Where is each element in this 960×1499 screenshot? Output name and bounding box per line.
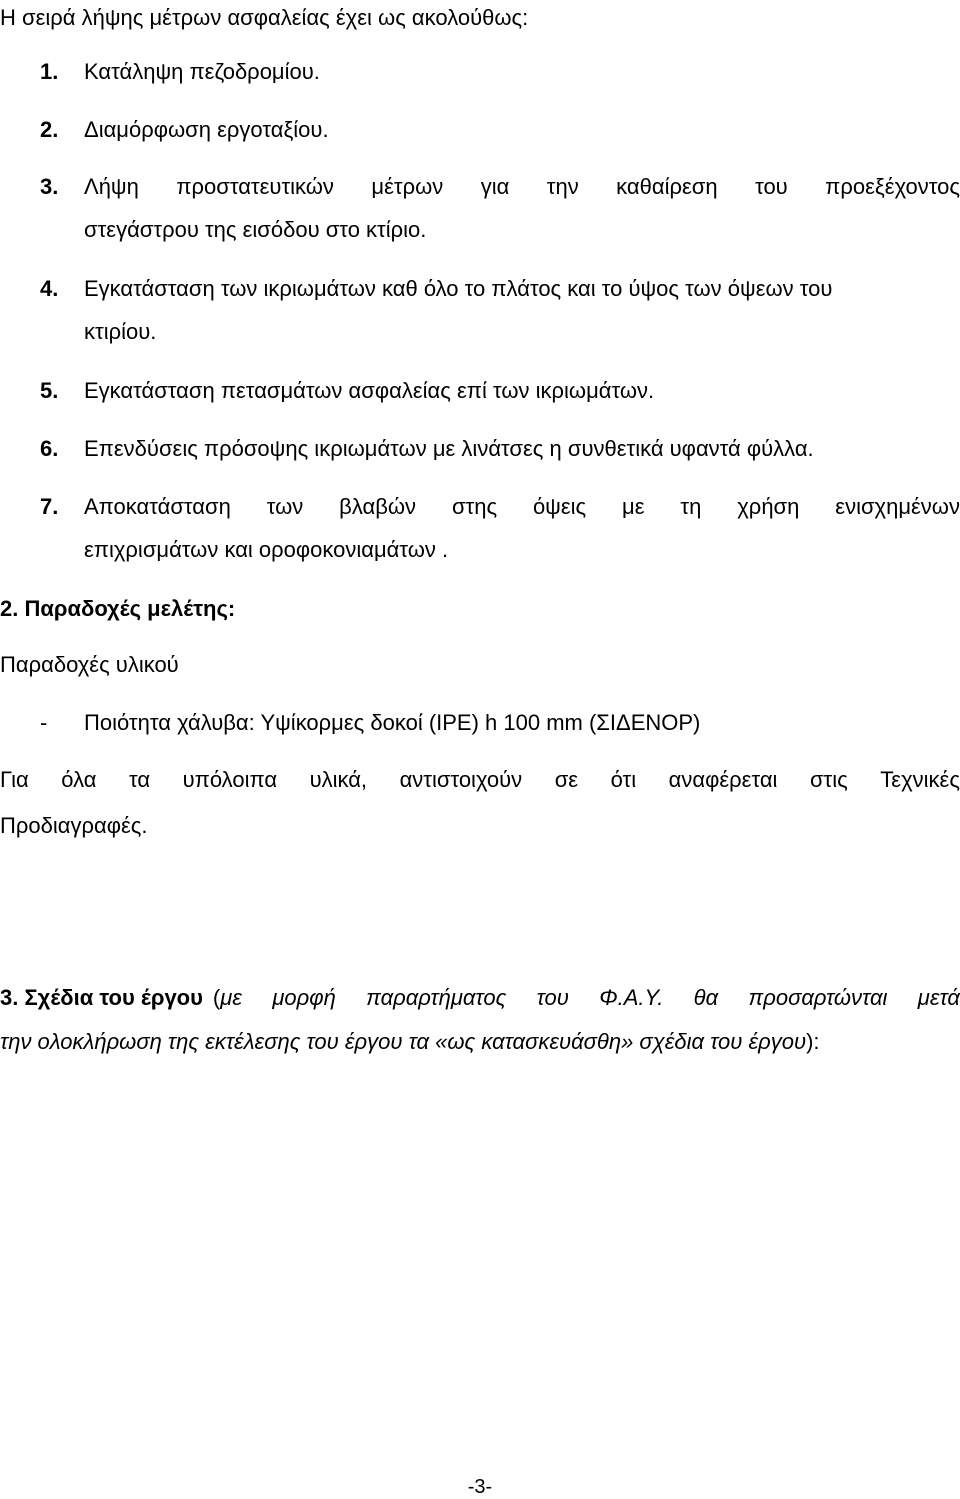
list-text: Επενδύσεις πρόσοψης ικριωμάτων με λινάτσες η συνθετικά υφαντά φύλλα. (84, 436, 814, 461)
word: Για (0, 767, 29, 792)
word: παραρτήματος (366, 985, 507, 1010)
section-3-continuation (0, 1029, 820, 1055)
section-2-heading: 2. Παραδοχές μελέτης: (0, 596, 236, 621)
word: ότι (610, 767, 637, 792)
list-text-justified (84, 174, 960, 200)
word: για (480, 174, 510, 199)
word: μετά (917, 985, 960, 1010)
word: προεξέχοντος (825, 174, 960, 199)
section-3-tail: ): (806, 1029, 820, 1054)
list-number: 6. (40, 436, 59, 461)
word: Λήψη (84, 174, 139, 199)
word: όλα (61, 767, 97, 792)
bullet-dash: - (40, 710, 48, 735)
word: χρήση (737, 494, 800, 519)
list-number: 3. (40, 174, 59, 199)
word: όψεις (532, 494, 587, 519)
section-3-italic-line2: την ολοκλήρωση της εκτέλεσης του έργου τα «ως κατασκευάσθη» σχέδια του έργου (0, 1029, 807, 1054)
word: Αποκατάσταση (84, 494, 231, 519)
word: προσαρτώνται (748, 985, 888, 1010)
section-3-heading (0, 985, 960, 1011)
word: αναφέρεται (668, 767, 778, 792)
list-text-justified (84, 494, 960, 520)
word: υλικά, (309, 767, 368, 792)
materials-paragraph-end: Προδιαγραφές. (0, 813, 148, 838)
word: μορφή (272, 985, 336, 1010)
word: καθαίρεση (616, 174, 718, 199)
list-text: Κατάληψη πεζοδρομίου. (84, 59, 320, 84)
word: με (622, 494, 645, 519)
word: τα (129, 767, 151, 792)
material-assumptions-subheading: Παραδοχές υλικού (0, 652, 179, 677)
word: στης (451, 494, 498, 519)
word: του (755, 174, 788, 199)
list-number: 2. (40, 117, 59, 142)
word: με (220, 985, 242, 1010)
section-3-italic-words (220, 985, 960, 1011)
word: προστατευτικών (176, 174, 334, 199)
word: μέτρων (371, 174, 444, 199)
list-text: επιχρισμάτων και οροφοκονιαμάτων . (84, 537, 449, 562)
word: Τεχνικές (880, 767, 960, 792)
word: τη (680, 494, 702, 519)
page-number: -3- (467, 1476, 493, 1498)
section-3-italic-intro (213, 985, 960, 1011)
word: βλαβών (339, 494, 417, 519)
section-3-title: 3. Σχέδια του έργου (0, 985, 203, 1010)
list-text: Εγκατάσταση πετασμάτων ασφαλείας επί των ικριωμάτων. (84, 378, 655, 403)
list-text: κτιρίου. (84, 319, 157, 344)
materials-paragraph-justified (0, 767, 960, 793)
word: στις (809, 767, 848, 792)
intro-text: Η σειρά λήψης μέτρων ασφαλείας έχει ως ακολούθως: (0, 5, 529, 30)
word: των (266, 494, 304, 519)
word: σε (554, 767, 579, 792)
list-text: Διαμόρφωση εργοταξίου. (84, 117, 329, 142)
list-number: 1. (40, 59, 59, 84)
paren-open: ( (212, 985, 221, 1010)
list-number: 5. (40, 378, 59, 403)
word: θα (693, 985, 719, 1010)
list-number: 4. (40, 276, 59, 301)
word: ενισχημένων (835, 494, 960, 519)
word: αντιστοιχούν (399, 767, 523, 792)
word: την (546, 174, 579, 199)
word: Φ.Α.Υ. (599, 985, 664, 1010)
list-text: Εγκατάσταση των ικριωμάτων καθ όλο το πλάτος και το ύψος των όψεων του (84, 276, 833, 301)
word: του (536, 985, 569, 1010)
list-number: 7. (40, 494, 59, 519)
bullet-text: Ποιότητα χάλυβα: Υψίκορμες δοκοί (IPE) h 100 mm (ΣΙΔΕΝΟΡ) (84, 710, 701, 735)
list-text: στεγάστρου της εισόδου στο κτίριο. (84, 217, 427, 242)
word: υπόλοιπα (182, 767, 278, 792)
